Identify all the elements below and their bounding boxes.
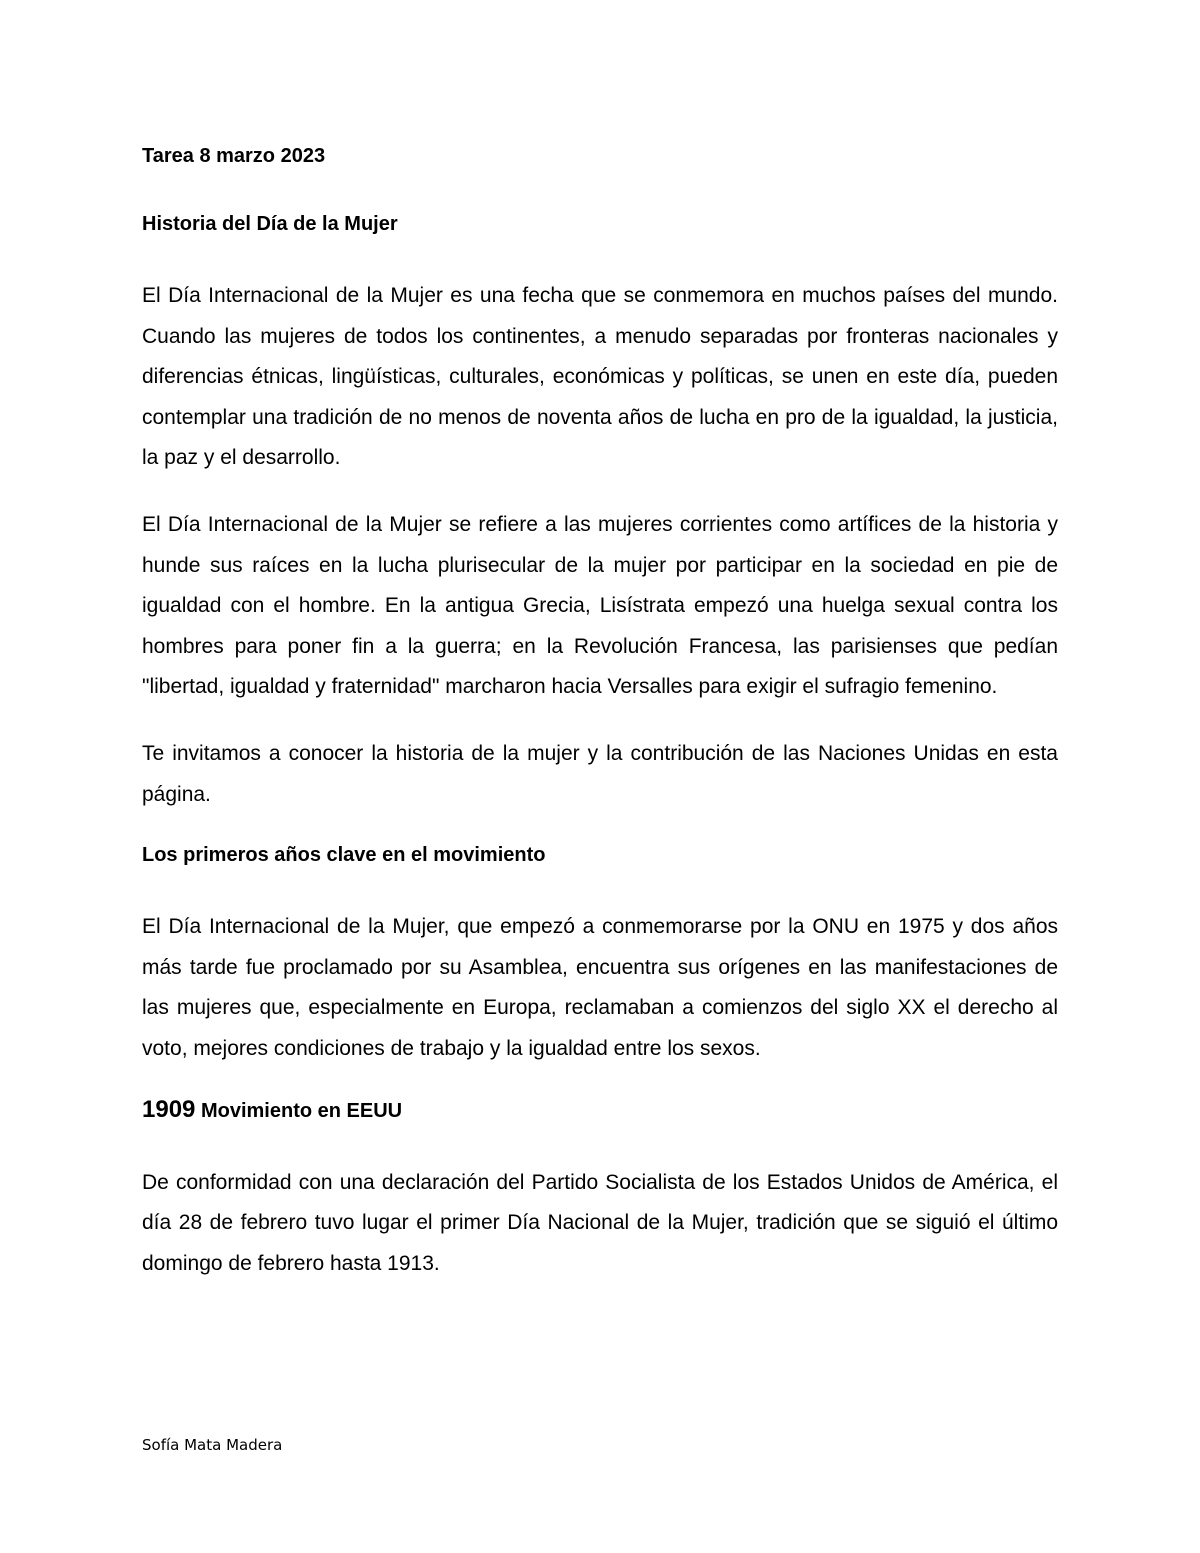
section-heading-key-years: Los primeros años clave en el movimiento [142,844,546,867]
section-paragraph-key-years: El Día Internacional de la Mujer, que empezó a conmemorarse por la ONU en 1975 y dos años más tarde fue proclamado por su Asamblea, encuentra sus orígenes en las manifestaciones de las mujeres que, especialmente en Europa, reclamaban a comienzos del siglo XX el derecho al voto, mejores condiciones de trabajo y la igualdad entre los sexos. [142,915,1058,1060]
section-heading-text: Movimiento en EEUU [200,1099,403,1122]
intro-paragraph-1: El Día Internacional de la Mujer es una fecha que se conmemora en muchos países del mundo. Cuando las mujeres de todos los continentes, a menudo separadas por fronteras nacionales y diferencias étnicas, lingüísticas, culturales, económicas y políticas, se unen en este día, pueden contemplar una tradición de no menos de noventa años de lucha en pro de la igualdad, la justicia, la paz y el desarrollo. [142,284,1058,470]
section-paragraph-1909: De conformidad con una declaración del Partido Socialista de los Estados Unidos de América, el día 28 de febrero tuvo lugar el primer Día Nacional de la Mujer, tradición que se siguió el último domingo de febrero hasta 1913. [142,1170,1058,1275]
document-body [142,142,1058,1310]
section-heading-1909 [142,1096,1058,1125]
intro-paragraph-3: Te invitamos a conocer la historia de la mujer y la contribución de las Naciones Unidas en esta página. [142,741,1058,806]
page-footer-author: Sofía Mata Madera [142,1436,283,1454]
section-year: 1909 [142,1095,196,1123]
intro-paragraph-2: El Día Internacional de la Mujer se refiere a las mujeres corrientes como artífices de la historia y hunde sus raíces en la lucha plurisecular de la mujer por participar en la sociedad en pie de igualdad con el hombre. En la antigua Grecia, Lisístrata empezó una huelga sexual contra los hombres para poner fin a la guerra; en la Revolución Francesa, las parisienses que pedían "libertad, igualdad y fraternidad" marcharon hacia Versalles para exigir el sufragio femenino. [142,512,1058,699]
document-title: Tarea 8 marzo 2023 [142,145,326,167]
document-subtitle: Historia del Día de la Mujer [142,213,398,235]
